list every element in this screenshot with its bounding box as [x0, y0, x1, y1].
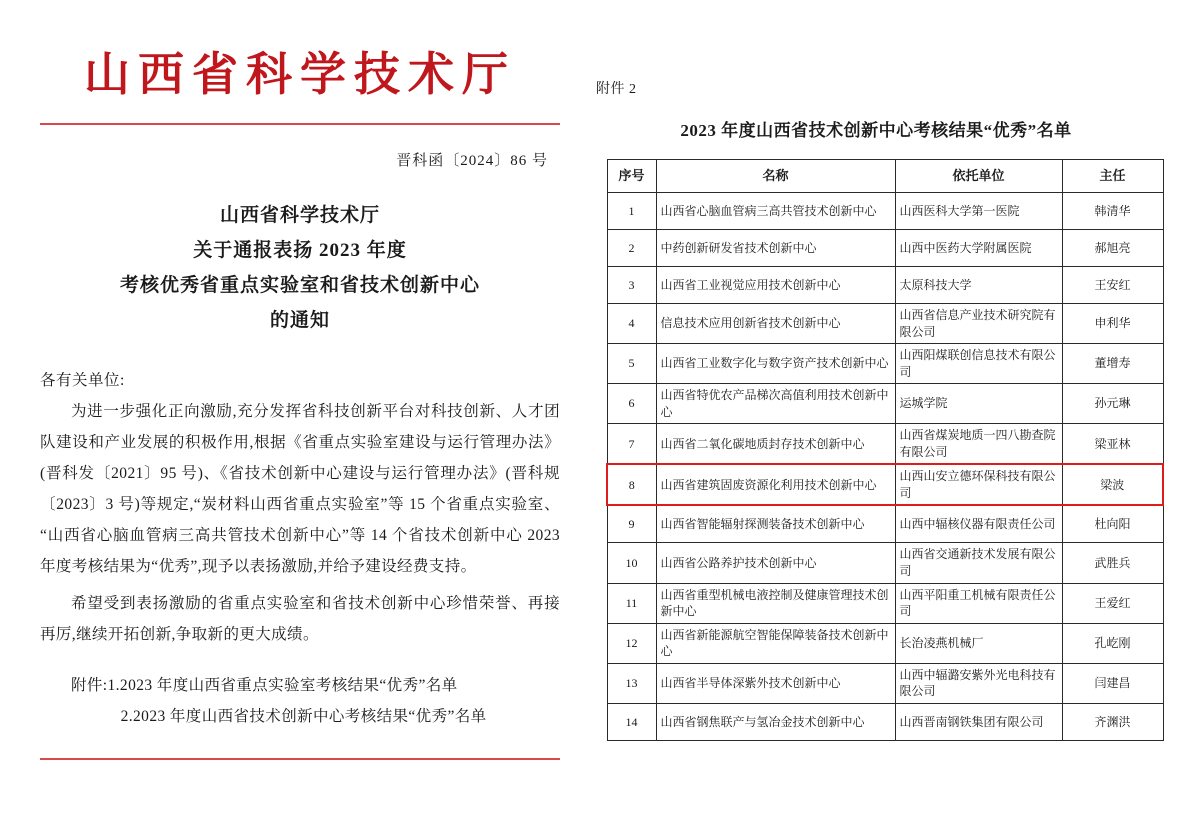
document-title-line-4: 的通知 — [269, 310, 330, 332]
annex-document — [596, 78, 1156, 741]
cell-index: 1 — [607, 193, 656, 230]
table-row — [607, 663, 1163, 703]
cell-name: 山西省公路养护技术创新中心 — [656, 543, 895, 583]
table-row — [607, 543, 1163, 583]
table-row — [607, 267, 1163, 304]
cell-name: 信息技术应用创新省技术创新中心 — [656, 304, 895, 344]
table-row — [607, 193, 1163, 230]
column-header-index: 序号 — [607, 160, 656, 193]
cell-name: 山西省钢焦联产与氢冶金技术创新中心 — [656, 703, 895, 740]
attachment-item-1: 附件:1.2023 年度山西省重点实验室考核结果“优秀”名单 — [71, 677, 458, 695]
table-body — [607, 193, 1163, 741]
cell-director: 闫建昌 — [1062, 663, 1163, 703]
cell-name: 山西省二氧化碳地质封存技术创新中心 — [656, 424, 895, 465]
cell-unit: 山西省煤炭地质一四八勘查院有限公司 — [895, 424, 1062, 465]
table-row — [607, 384, 1163, 424]
cell-name: 山西省半导体深紫外技术创新中心 — [656, 663, 895, 703]
attachment-item-2: 2.2023 年度山西省技术创新中心考核结果“优秀”名单 — [120, 708, 487, 726]
letterhead-divider — [40, 123, 560, 125]
table-row — [607, 583, 1163, 623]
cell-unit: 山西省交通新技术发展有限公司 — [895, 543, 1062, 583]
cell-director: 武胜兵 — [1062, 543, 1163, 583]
cell-name: 中药创新研发省技术创新中心 — [656, 230, 895, 267]
cell-director: 申利华 — [1062, 304, 1163, 344]
table-row — [607, 623, 1163, 663]
cell-index: 13 — [607, 663, 656, 703]
cell-unit: 山西中辐潞安紫外光电科技有限公司 — [895, 663, 1062, 703]
table-header — [607, 160, 1163, 193]
cell-unit: 运城学院 — [895, 384, 1062, 424]
attachment-list — [40, 670, 560, 732]
cell-director: 齐渊洪 — [1062, 703, 1163, 740]
table-row — [607, 230, 1163, 267]
cell-director: 孔屹刚 — [1062, 623, 1163, 663]
cell-director: 韩清华 — [1062, 193, 1163, 230]
cell-director: 王爱红 — [1062, 583, 1163, 623]
column-header-name: 名称 — [656, 160, 895, 193]
table-row-highlighted — [607, 464, 1163, 505]
column-header-director: 主任 — [1062, 160, 1163, 193]
salutation: 各有关单位: — [40, 372, 125, 390]
cell-unit: 山西平阳重工机械有限责任公司 — [895, 583, 1062, 623]
annex-label: 附件 2 — [596, 82, 637, 97]
cell-index: 4 — [607, 304, 656, 344]
cell-unit: 长治凌燕机械厂 — [895, 623, 1062, 663]
table-row — [607, 505, 1163, 543]
cell-director: 郝旭亮 — [1062, 230, 1163, 267]
cell-name: 山西省智能辐射探测装备技术创新中心 — [656, 505, 895, 543]
cell-unit: 山西山安立德环保科技有限公司 — [895, 464, 1062, 505]
cell-director: 王安红 — [1062, 267, 1163, 304]
column-header-unit: 依托单位 — [895, 160, 1062, 193]
cell-name: 山西省心脑血管病三高共管技术创新中心 — [656, 193, 895, 230]
cell-name: 山西省工业视觉应用技术创新中心 — [656, 267, 895, 304]
document-number: 晋科函〔2024〕86 号 — [396, 152, 548, 169]
document-title-line-3: 考核优秀省重点实验室和省技术创新中心 — [119, 274, 480, 296]
cell-index: 9 — [607, 505, 656, 543]
cell-name: 山西省工业数字化与数字资产技术创新中心 — [656, 344, 895, 384]
cell-index: 10 — [607, 543, 656, 583]
annex-table-title: 2023 年度山西省技术创新中心考核结果“优秀”名单 — [680, 121, 1072, 140]
table-row — [607, 304, 1163, 344]
cell-unit: 太原科技大学 — [895, 267, 1062, 304]
cell-index: 14 — [607, 703, 656, 740]
cell-director: 孙元琳 — [1062, 384, 1163, 424]
cell-director: 董增寿 — [1062, 344, 1163, 384]
document-title — [40, 198, 560, 339]
cell-index: 3 — [607, 267, 656, 304]
body-paragraph-2: 希望受到表扬激励的省重点实验室和省技术创新中心珍惜荣誉、再接再厉,继续开拓创新,争取新的更大成绩。 — [40, 595, 560, 644]
cell-director: 梁波 — [1062, 464, 1163, 505]
cell-unit: 山西省信息产业技术研究院有限公司 — [895, 304, 1062, 344]
cell-unit: 山西医科大学第一医院 — [895, 193, 1062, 230]
cell-director: 杜向阳 — [1062, 505, 1163, 543]
cell-index: 11 — [607, 583, 656, 623]
letterhead — [40, 20, 560, 125]
table-row — [607, 344, 1163, 384]
letterhead-title: 山西省科学技术厅 — [84, 49, 516, 100]
cell-name: 山西省新能源航空智能保障装备技术创新中心 — [656, 623, 895, 663]
cell-index: 12 — [607, 623, 656, 663]
table-row — [607, 424, 1163, 465]
cell-index: 5 — [607, 344, 656, 384]
cell-index: 7 — [607, 424, 656, 465]
table-header-row — [607, 160, 1163, 193]
cell-unit: 山西中辐核仪器有限责任公司 — [895, 505, 1062, 543]
innovation-center-table — [606, 159, 1164, 741]
body-paragraph-1: 为进一步强化正向激励,充分发挥省科技创新平台对科技创新、人才团队建设和产业发展的积极作用,根据《省重点实验室建设与运行管理办法》(晋科发〔2021〕95 号)、《省技术创新中心建设与运行管理办法》(晋科规〔2023〕3 号)等规定,“炭材料山西省重点实验室”等 15 个省重点实验室、“山西省心脑血管病三高共管技术创新中心”等 14 个省技术创新中心 2023 年度考核结果为“优秀”,现予以表扬激励,并给予建设经费支持。 — [40, 403, 560, 576]
cell-name: 山西省特优农产品梯次高值利用技术创新中心 — [656, 384, 895, 424]
table-row — [607, 703, 1163, 740]
cell-name: 山西省重型机械电液控制及健康管理技术创新中心 — [656, 583, 895, 623]
cell-director: 梁亚林 — [1062, 424, 1163, 465]
footer-divider — [40, 758, 560, 760]
document-title-line-1: 山西省科学技术厅 — [219, 204, 380, 226]
official-notice-document — [40, 20, 560, 800]
cell-index: 6 — [607, 384, 656, 424]
document-title-line-2: 关于通报表扬 2023 年度 — [193, 239, 407, 261]
cell-index: 8 — [607, 464, 656, 505]
cell-index: 2 — [607, 230, 656, 267]
cell-unit: 山西阳煤联创信息技术有限公司 — [895, 344, 1062, 384]
cell-unit: 山西晋南钢铁集团有限公司 — [895, 703, 1062, 740]
cell-name: 山西省建筑固废资源化利用技术创新中心 — [656, 464, 895, 505]
cell-unit: 山西中医药大学附属医院 — [895, 230, 1062, 267]
